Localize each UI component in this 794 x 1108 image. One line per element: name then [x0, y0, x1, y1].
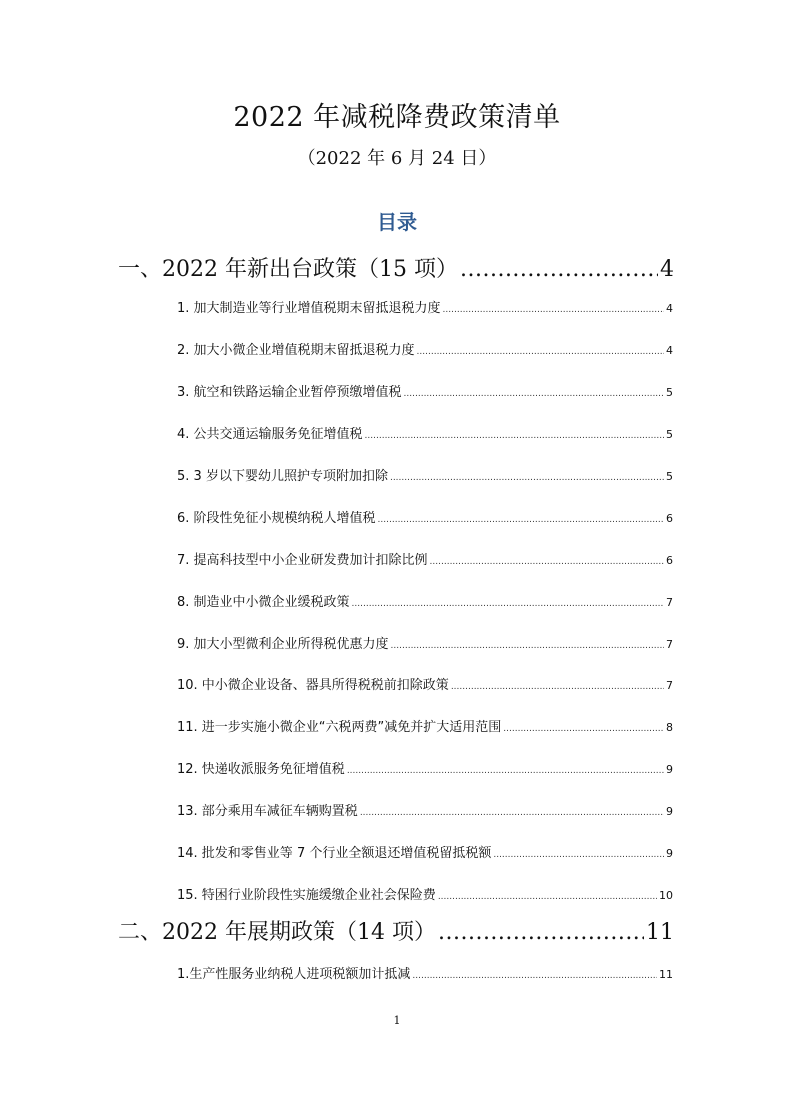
toc-page-number: 7	[666, 638, 673, 651]
toc-item-label: 1.生产性服务业纳税人进项税额加计抵减	[177, 967, 411, 982]
toc-dot-leader	[493, 850, 664, 860]
toc-dot-leader	[347, 766, 664, 776]
toc-item-label: 4. 公共交通运输服务免征增值税	[177, 427, 363, 442]
toc-dot-leader	[430, 557, 664, 567]
toc-page-number: 5	[666, 470, 673, 483]
toc-page-number: 4	[666, 344, 673, 357]
toc-page-number: 6	[666, 512, 673, 525]
toc-item[interactable]	[177, 381, 673, 400]
toc-dot-leader	[412, 971, 657, 981]
toc-item[interactable]	[177, 963, 673, 982]
toc-section-label: 二、2022 年展期政策（14 项）	[118, 920, 436, 945]
toc-item[interactable]	[177, 591, 673, 610]
toc-item-label: 10. 中小微企业设备、器具所得税税前扣除政策	[177, 678, 449, 693]
toc-dot-leader	[404, 389, 664, 399]
toc-dot-leader	[438, 892, 657, 902]
toc-item[interactable]	[177, 339, 673, 358]
toc-item-label: 1. 加大制造业等行业增值税期末留抵退税力度	[177, 301, 441, 316]
toc-dot-leader	[378, 515, 664, 525]
toc-item-label: 7. 提高科技型中小企业研发费加计扣除比例	[177, 553, 428, 568]
toc-page-number: 9	[666, 763, 673, 776]
toc-dot-leader	[451, 682, 664, 692]
toc-page-number: 5	[666, 428, 673, 441]
toc-item-label: 11. 进一步实施小微企业“六税两费”减免并扩大适用范围	[177, 720, 502, 735]
toc-page-number: 10	[659, 889, 673, 902]
toc-item-label: 2. 加大小微企业增值税期末留抵退税力度	[177, 343, 415, 358]
toc-dot-leader	[417, 347, 664, 357]
toc-page-number: 4	[666, 302, 673, 315]
toc-page-number: 6	[666, 554, 673, 567]
toc-page-number: 8	[666, 721, 673, 734]
toc-item-label: 8. 制造业中小微企业缓税政策	[177, 595, 350, 610]
toc-item-label: 13. 部分乘用车减征车辆购置税	[177, 804, 358, 819]
toc-dot-leader	[503, 724, 664, 734]
toc-item[interactable]	[177, 465, 673, 484]
toc-item[interactable]	[177, 842, 673, 861]
toc-item[interactable]	[177, 507, 673, 526]
toc-item-label: 9. 加大小型微利企业所得税优惠力度	[177, 637, 389, 652]
toc-section-new-policies[interactable]	[118, 252, 674, 283]
toc-item-label: 3. 航空和铁路运输企业暂停预缴增值税	[177, 385, 402, 400]
toc-section-label: 一、2022 年新出台政策（15 项）	[118, 257, 458, 282]
toc-item[interactable]	[177, 674, 673, 693]
toc-item[interactable]	[177, 800, 673, 819]
toc-dot-leader	[438, 920, 644, 945]
toc-item[interactable]	[177, 297, 673, 316]
toc-dot-leader	[352, 599, 664, 609]
toc-dot-leader	[360, 808, 664, 818]
toc-page-number: 11	[659, 968, 673, 981]
toc-item[interactable]	[177, 758, 673, 777]
toc-item-label: 6. 阶段性免征小规模纳税人增值税	[177, 511, 376, 526]
toc-dot-leader	[365, 431, 664, 441]
toc-item[interactable]	[177, 549, 673, 568]
toc-page-number: 4	[660, 257, 674, 282]
page-footer-number: 1	[393, 1014, 401, 1027]
toc-page-number: 9	[666, 847, 673, 860]
toc-page-number: 5	[666, 386, 673, 399]
toc-page-number: 7	[666, 679, 673, 692]
toc-item-label: 12. 快递收派服务免征增值税	[177, 762, 345, 777]
toc-item[interactable]	[177, 633, 673, 652]
toc-item[interactable]	[177, 884, 673, 903]
toc-page-number: 7	[666, 596, 673, 609]
toc-section-extended-policies[interactable]	[118, 915, 674, 946]
toc-item-label: 14. 批发和零售业等 7 个行业全额退还增值税留抵税额	[177, 846, 492, 861]
toc-item[interactable]	[177, 423, 673, 442]
toc-item[interactable]	[177, 716, 673, 735]
toc-page-number: 11	[646, 920, 674, 945]
toc-dot-leader	[460, 257, 658, 282]
toc-item-label: 5. 3 岁以下婴幼儿照护专项附加扣除	[177, 469, 388, 484]
toc-dot-leader	[443, 305, 664, 315]
toc-heading: 目录	[377, 210, 417, 234]
document-title: 2022 年减税降费政策清单	[233, 102, 561, 133]
toc-page-number: 9	[666, 805, 673, 818]
toc-item-label: 15. 特困行业阶段性实施缓缴企业社会保险费	[177, 888, 436, 903]
toc-dot-leader	[391, 641, 664, 651]
document-date: （2022 年 6 月 24 日）	[297, 148, 497, 169]
toc-dot-leader	[390, 473, 664, 483]
